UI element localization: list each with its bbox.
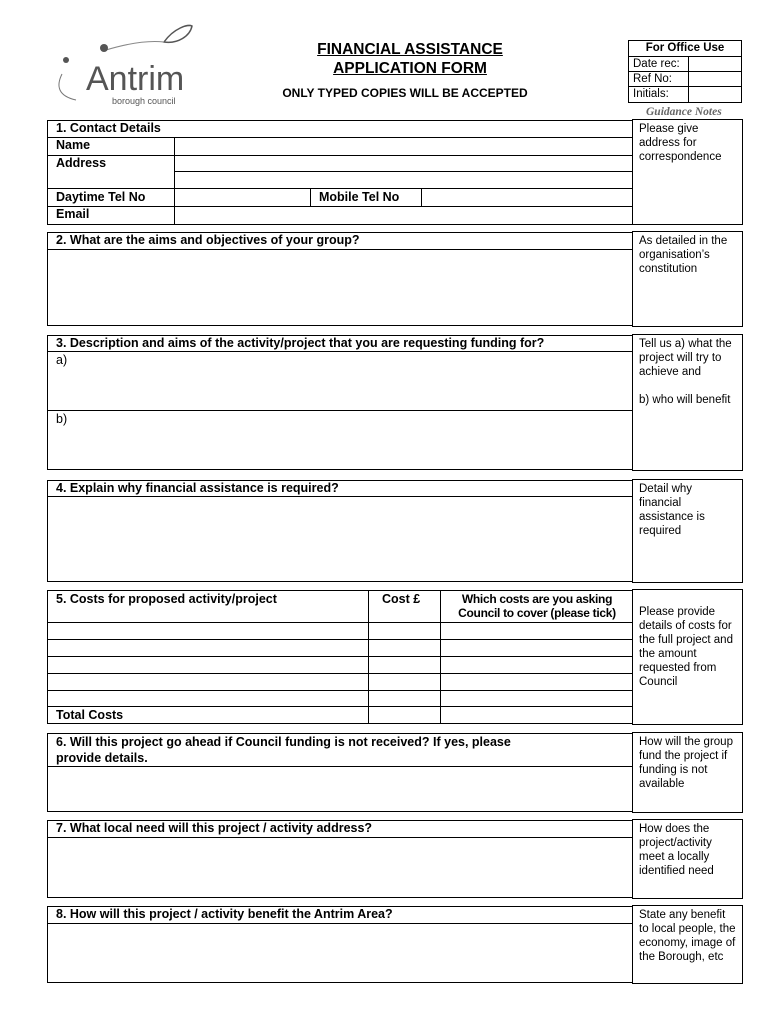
part-b-field[interactable] — [70, 411, 632, 469]
mobile-tel-field[interactable] — [422, 189, 632, 205]
benefit-answer-field[interactable] — [48, 924, 632, 982]
note-3: Tell us a) what the project will try to achieve and b) who will benefit — [632, 334, 743, 471]
why-answer-field[interactable] — [48, 497, 632, 581]
total-cost-field[interactable] — [369, 707, 440, 723]
email-field[interactable] — [175, 207, 632, 224]
cost-row[interactable] — [48, 640, 632, 656]
address-label: Address — [56, 156, 107, 170]
note-4: Detail why financial assistance is required — [632, 479, 743, 583]
no-funding-answer-field[interactable] — [48, 767, 632, 811]
section-6-heading: 6. Will this project go ahead if Council funding is not received? If yes, please provide details. — [56, 735, 511, 765]
section-5-heading: 5. Costs for proposed activity/project — [56, 592, 277, 606]
svg-text:Antrim: Antrim — [86, 60, 185, 98]
section-4-heading: 4. Explain why financial assistance is required? — [56, 481, 339, 495]
daytime-tel-field[interactable] — [175, 189, 310, 205]
local-need-answer-field[interactable] — [48, 838, 632, 897]
daytime-tel-label: Daytime Tel No — [56, 190, 146, 204]
part-a-field[interactable] — [70, 352, 632, 410]
cost-row[interactable] — [48, 623, 632, 639]
note-5: Please provide details of costs for the full project and the amount requested from Council — [632, 589, 743, 725]
section-1-heading: 1. Contact Details — [56, 121, 161, 135]
section-8-heading: 8. How will this project / activity benefit the Antrim Area? — [56, 907, 393, 921]
office-use-box: For Office Use Date rec: Ref No: Initials: — [628, 40, 742, 103]
note-7: How does the project/activity meet a locally identified need — [632, 819, 743, 899]
email-label: Email — [56, 207, 90, 221]
name-field[interactable] — [175, 138, 632, 155]
antrim-logo — [46, 24, 196, 108]
section-7-heading: 7. What local need will this project / activity address? — [56, 821, 373, 835]
cost-row[interactable] — [48, 691, 632, 706]
which-costs-header: Which costs are you asking Council to cover (please tick) — [458, 592, 616, 620]
aims-answer-field[interactable] — [48, 250, 632, 325]
part-b-label: b) — [56, 412, 68, 426]
form-subtitle: ONLY TYPED COPIES WILL BE ACCEPTED — [282, 86, 528, 100]
note-1: Please give address for correspondence — [632, 119, 743, 225]
cost-column-header: Cost £ — [382, 592, 421, 606]
note-8: State any benefit to local people, the economy, image of the Borough, etc — [632, 905, 743, 984]
part-a-label: a) — [56, 353, 68, 367]
section-3-heading: 3. Description and aims of the activity/project that you are requesting funding for? — [56, 336, 545, 350]
cost-row[interactable] — [48, 657, 632, 673]
total-costs-label: Total Costs — [56, 708, 124, 722]
note-2: As detailed in the organisation’s constitution — [632, 231, 743, 327]
date-rec-field[interactable] — [689, 57, 741, 71]
guidance-notes-heading: Guidance Notes — [646, 106, 722, 118]
mobile-tel-label: Mobile Tel No — [319, 190, 400, 204]
cost-row[interactable] — [48, 674, 632, 690]
form-title: FINANCIAL ASSISTANCE APPLICATION FORM — [317, 41, 503, 77]
svg-text:borough council: borough council — [112, 96, 176, 106]
section-2-heading: 2. What are the aims and objectives of your group? — [56, 233, 360, 247]
note-6: How will the group fund the project if funding is not available — [632, 732, 743, 813]
name-label: Name — [56, 138, 91, 152]
ref-no-field[interactable] — [689, 72, 741, 86]
initials-field[interactable] — [689, 87, 741, 102]
leaf-icon — [164, 26, 192, 43]
